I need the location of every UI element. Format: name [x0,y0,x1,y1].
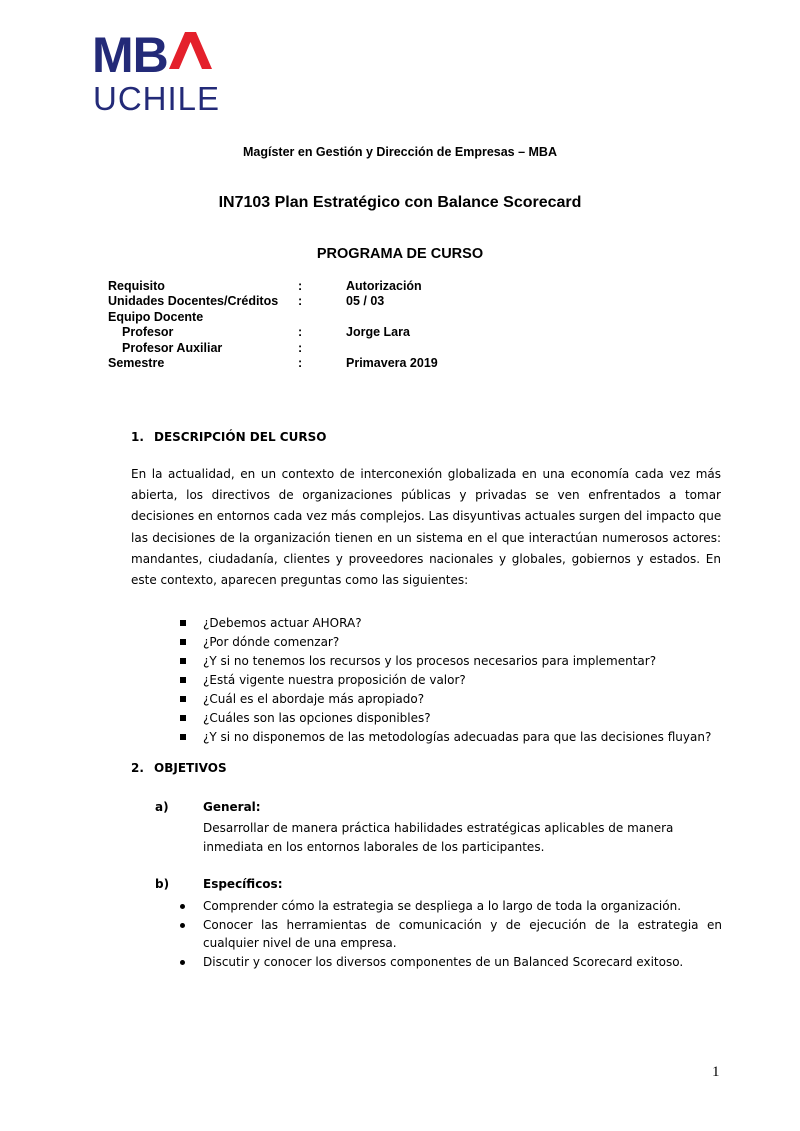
section-title: OBJETIVOS [154,761,227,775]
section-1-heading [131,430,531,446]
info-separator: : [298,340,303,355]
program-subtitle: Magíster en Gestión y Dirección de Empresas – MBA [243,145,557,159]
info-label: Profesor Auxiliar [122,340,223,355]
list-item [180,916,722,953]
info-separator: : [298,325,303,340]
paragraph-line: este contexto, aparecen preguntas como las siguientes: [131,573,469,588]
objective-specific-heading: Específicos: [203,877,283,891]
question-text: ¿Cuál es el abordaje más apropiado? [203,692,425,706]
square-bullet-icon [180,677,186,683]
question-text: ¿Está vigente nuestra proposición de valor? [203,673,466,687]
info-value: 05 / 03 [346,294,385,309]
objective-specific-letter: b) [155,877,170,891]
section-title: DESCRIPCIÓN DEL CURSO [154,430,327,444]
square-bullet-icon [180,696,186,702]
question-text: ¿Y si no disponemos de las metodologías adecuadas para que las decisiones fluyan? [203,730,712,744]
program-title: PROGRAMA DE CURSO [316,246,484,262]
info-separator: : [298,279,303,293]
objective-general-line: inmediata en los entornos laborales de los participantes. [203,839,545,854]
section-number: 1. [131,430,144,444]
paragraph-line: mandantes, ciudadanía, clientes y proveedores nacionales y globales, gobiernos y estados. En [131,551,721,566]
square-bullet-icon [180,620,186,626]
logo-mba-letters: MB [92,27,168,83]
info-label: Semestre [108,355,165,370]
page-number: 1 [712,1064,720,1080]
square-bullet-icon [180,658,186,664]
info-value: Jorge Lara [346,325,410,340]
question-text: ¿Debemos actuar AHORA? [203,616,362,630]
objective-text: Conocer las herramientas de comunicación y de ejecución de la estrategia en cualquier nivel de una empresa. [203,917,722,950]
specific-objectives-list [180,897,722,971]
info-label: Unidades Docentes/Créditos [108,294,279,309]
square-bullet-icon [180,715,186,721]
mba-uchile-logo [92,27,234,117]
question-text: ¿Cuáles son las opciones disponibles? [203,711,431,725]
bullet-icon [180,904,185,909]
list-item [180,897,722,916]
section-2-heading [131,761,431,777]
logo-lambda-icon [169,32,213,72]
objective-general-text [203,819,723,856]
question-text: ¿Por dónde comenzar? [203,635,340,649]
logo-red-lambda-a [169,30,213,70]
info-label: Equipo Docente [108,309,204,324]
square-bullet-icon [180,639,186,645]
objective-general-heading: General: [203,800,261,814]
paragraph-line: abierta, los directivos de organizaciones públicas y privadas se ven enfrentados a tomar [131,488,721,503]
course-description-paragraph [131,464,721,591]
paragraph-line: decisiones en entornos cada vez más complejos. Las disyuntivas actuales surgen del impacto que [131,509,722,524]
square-bullet-icon [180,734,186,740]
objective-general-line: Desarrollar de manera práctica habilidades estratégicas aplicables de manera [203,821,674,835]
info-label: Profesor [122,325,174,340]
logo-uchile-text: UCHILE [93,80,221,117]
course-title: IN7103 Plan Estratégico con Balance Scorecard [218,194,582,211]
question-text: ¿Y si no tenemos los recursos y los procesos necesarios para implementar? [203,654,657,668]
info-separator: : [298,355,303,370]
info-value: Autorización [346,279,422,293]
info-label: Requisito [108,279,165,293]
info-value: Primavera 2019 [346,355,438,370]
objective-general-letter: a) [155,800,169,814]
objective-text: Discutir y conocer los diversos componentes de un Balanced Scorecard exitoso. [203,954,684,969]
bullet-icon [180,923,185,928]
info-separator: : [298,294,303,309]
objective-text: Comprender cómo la estrategia se despliega a lo largo de toda la organización. [203,899,682,913]
paragraph-line: En la actualidad, en un contexto de interconexión globalizada en una economía cada vez más [131,467,721,481]
list-item [180,953,722,972]
logo-mba-text [92,27,213,83]
section-number: 2. [131,761,144,775]
bullet-icon [180,960,185,965]
paragraph-line: las decisiones de la organización tienen en un sistema en el que interactúan numerosos actores: [131,530,721,545]
